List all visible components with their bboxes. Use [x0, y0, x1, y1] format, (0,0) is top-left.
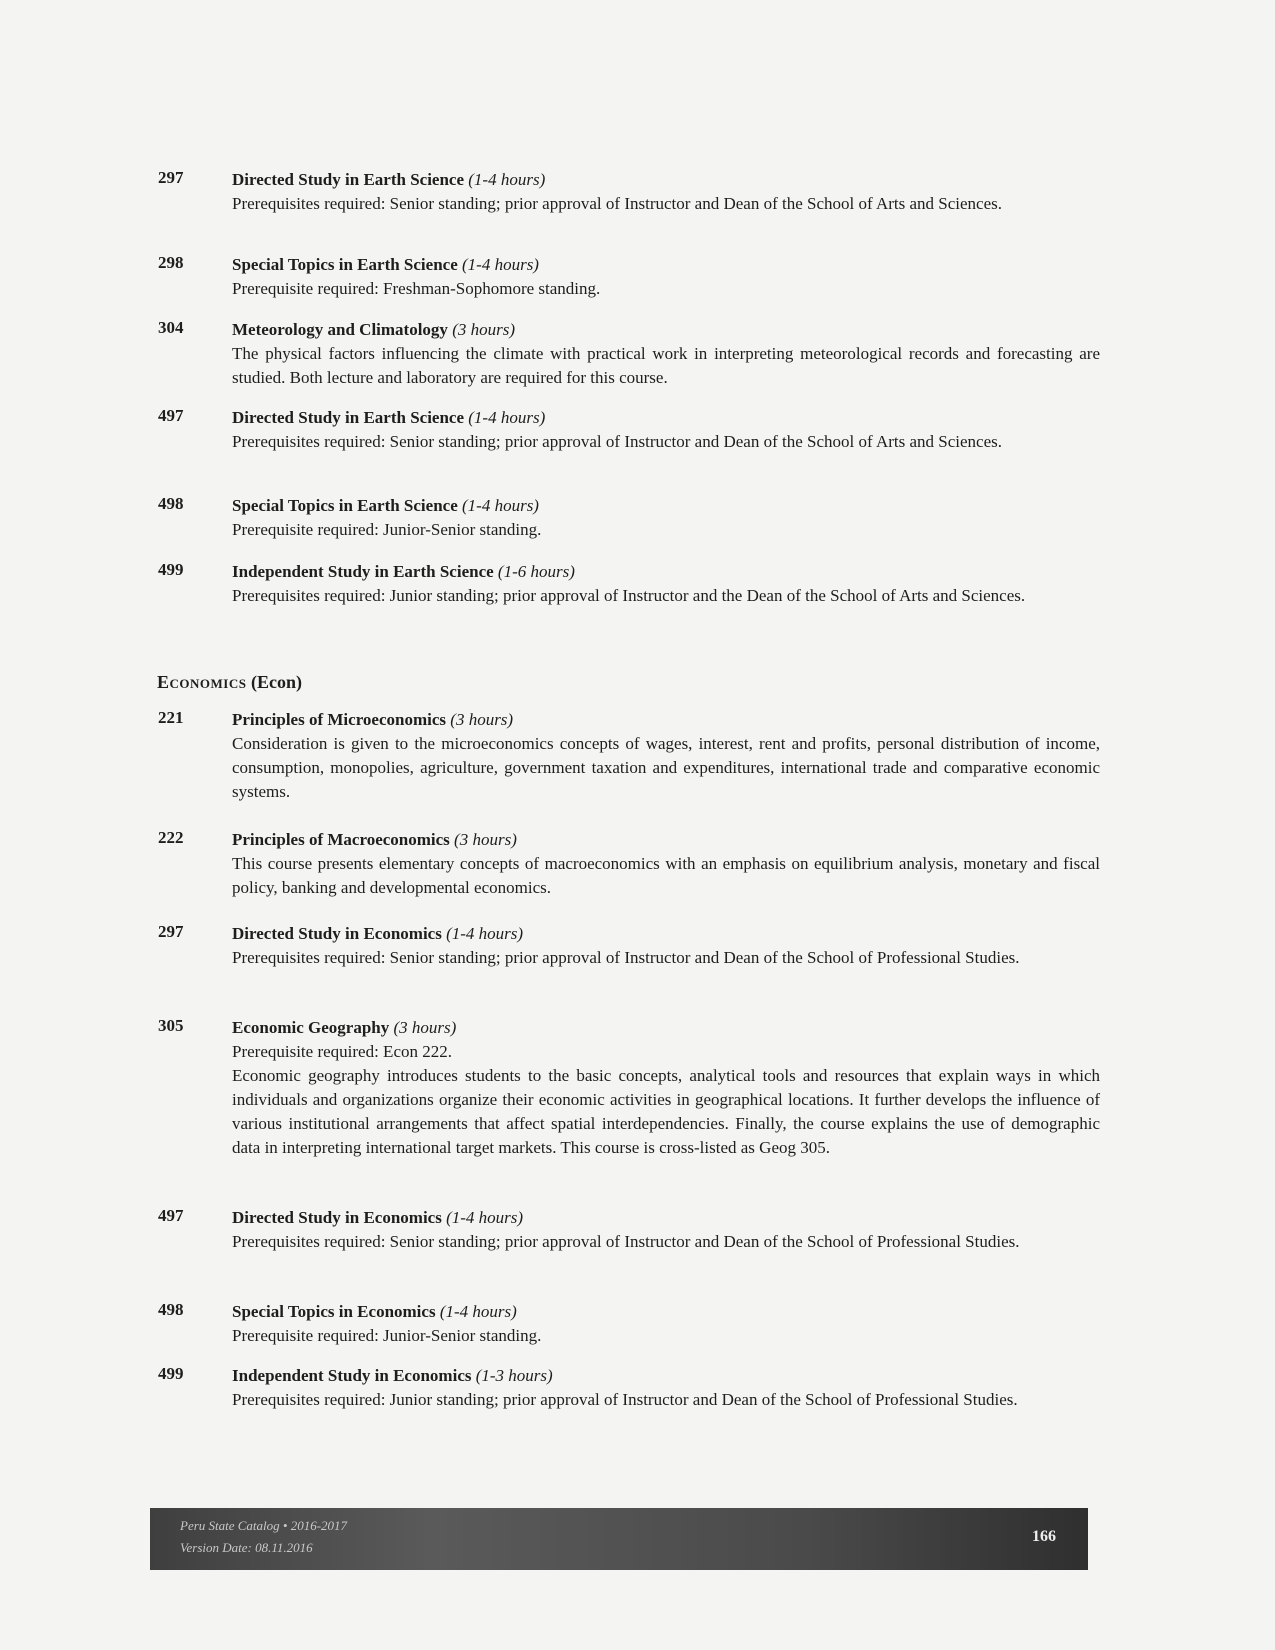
course-description: Prerequisites required: Senior standing; prior approval of Instructor and Dean of the School of Professional Studies.: [232, 1232, 1020, 1251]
course-description: Prerequisite required: Junior-Senior standing.: [232, 1326, 542, 1345]
course-number: 221: [158, 708, 184, 727]
course-number: 304: [158, 318, 184, 337]
course-number: 305: [158, 1016, 184, 1035]
course-description: This course presents elementary concepts of macroeconomics with an emphasis on equilibrium analysis, monetary and fiscal policy, banking and developmental economics.: [232, 854, 1100, 897]
course-number: 497: [158, 1206, 184, 1225]
course-description: Prerequisites required: Junior standing; prior approval of Instructor and the Dean of the School of Arts and Sciences.: [232, 586, 1026, 605]
course-hours: (3 hours): [452, 320, 515, 339]
course-number: 499: [158, 560, 184, 579]
course-number: 297: [158, 922, 184, 941]
course-number: 498: [158, 1300, 184, 1319]
course-title: Independent Study in Earth Science: [232, 562, 494, 581]
course-number: 222: [158, 828, 184, 847]
course-number: 499: [158, 1364, 184, 1383]
course-hours: (1-4 hours): [446, 1208, 524, 1227]
course-title: Directed Study in Economics: [232, 924, 442, 943]
course-prerequisite: Prerequisite required: Econ 222.: [232, 1042, 452, 1061]
course-description: Economic geography introduces students to the basic concepts, analytical tools and resources that explain ways in which individuals and organizations organize their economic activities in geographical locations. It further develops the influence of various institutional arrangements that affect spatial interdependencies. Finally, the course explains the use of demographic data in interpreting international target markets. This course is cross-listed as Geog 305.: [232, 1066, 1100, 1157]
course-title: Directed Study in Economics: [232, 1208, 442, 1227]
course-hours: (3 hours): [454, 830, 517, 849]
footer-version-date: Version Date: 08.11.2016: [180, 1540, 313, 1555]
section-heading-abbrev: (Econ): [250, 672, 302, 692]
course-hours: (1-4 hours): [462, 255, 539, 274]
course-hours: (1-4 hours): [468, 170, 546, 189]
course-number: 298: [158, 253, 184, 272]
course-description: Prerequisites required: Senior standing; prior approval of Instructor and Dean of the School of Professional Studies.: [232, 948, 1020, 967]
course-hours: (1-6 hours): [497, 562, 575, 581]
course-description: Prerequisite required: Junior-Senior standing.: [232, 520, 542, 539]
page-footer: [150, 1508, 1088, 1570]
course-description: Prerequisites required: Junior standing; prior approval of Instructor and Dean of the School of Professional Studies.: [232, 1390, 1018, 1409]
section-heading-title: Economics: [157, 672, 247, 692]
course-description: Consideration is given to the microeconomics concepts of wages, interest, rent and profits, personal distribution of income, consumption, monopolies, agriculture, government taxation and expenditures, international trade and comparative economic systems.: [232, 734, 1100, 801]
course-description: Prerequisites required: Senior standing; prior approval of Instructor and Dean of the School of Arts and Sciences.: [232, 432, 1002, 451]
course-description: Prerequisite required: Freshman-Sophomore standing.: [232, 279, 601, 298]
footer-catalog-title: Peru State Catalog • 2016-2017: [180, 1518, 348, 1533]
course-title: Directed Study in Earth Science: [232, 170, 465, 189]
course-hours: (1-4 hours): [439, 1302, 517, 1321]
course-title: Special Topics in Earth Science: [232, 255, 458, 274]
course-number: 297: [158, 168, 184, 187]
course-hours: (1-4 hours): [468, 408, 546, 427]
course-description: Prerequisites required: Senior standing; prior approval of Instructor and Dean of the School of Arts and Sciences.: [232, 194, 1002, 213]
course-title: Special Topics in Earth Science: [232, 496, 458, 515]
section-heading: [157, 672, 302, 693]
course-title: Special Topics in Economics: [232, 1302, 436, 1321]
course-number: 497: [158, 406, 184, 425]
course-hours: (1-4 hours): [462, 496, 539, 515]
course-hours: (1-4 hours): [446, 924, 524, 943]
course-number: 498: [158, 494, 184, 513]
course-title: Principles of Macroeconomics: [232, 830, 450, 849]
course-title: Meteorology and Climatology: [232, 320, 448, 339]
course-hours: (3 hours): [450, 710, 514, 729]
course-title: Independent Study in Economics: [232, 1366, 472, 1385]
page-number: 166: [1032, 1528, 1056, 1545]
course-description: The physical factors influencing the climate with practical work in interpreting meteorological records and forecasting are studied. Both lecture and laboratory are required for this course.: [232, 344, 1100, 387]
course-title: Economic Geography: [232, 1018, 390, 1037]
course-hours: (3 hours): [393, 1018, 457, 1037]
course-title: Directed Study in Earth Science: [232, 408, 465, 427]
course-title: Principles of Microeconomics: [232, 710, 447, 729]
course-hours: (1-3 hours): [475, 1366, 553, 1385]
